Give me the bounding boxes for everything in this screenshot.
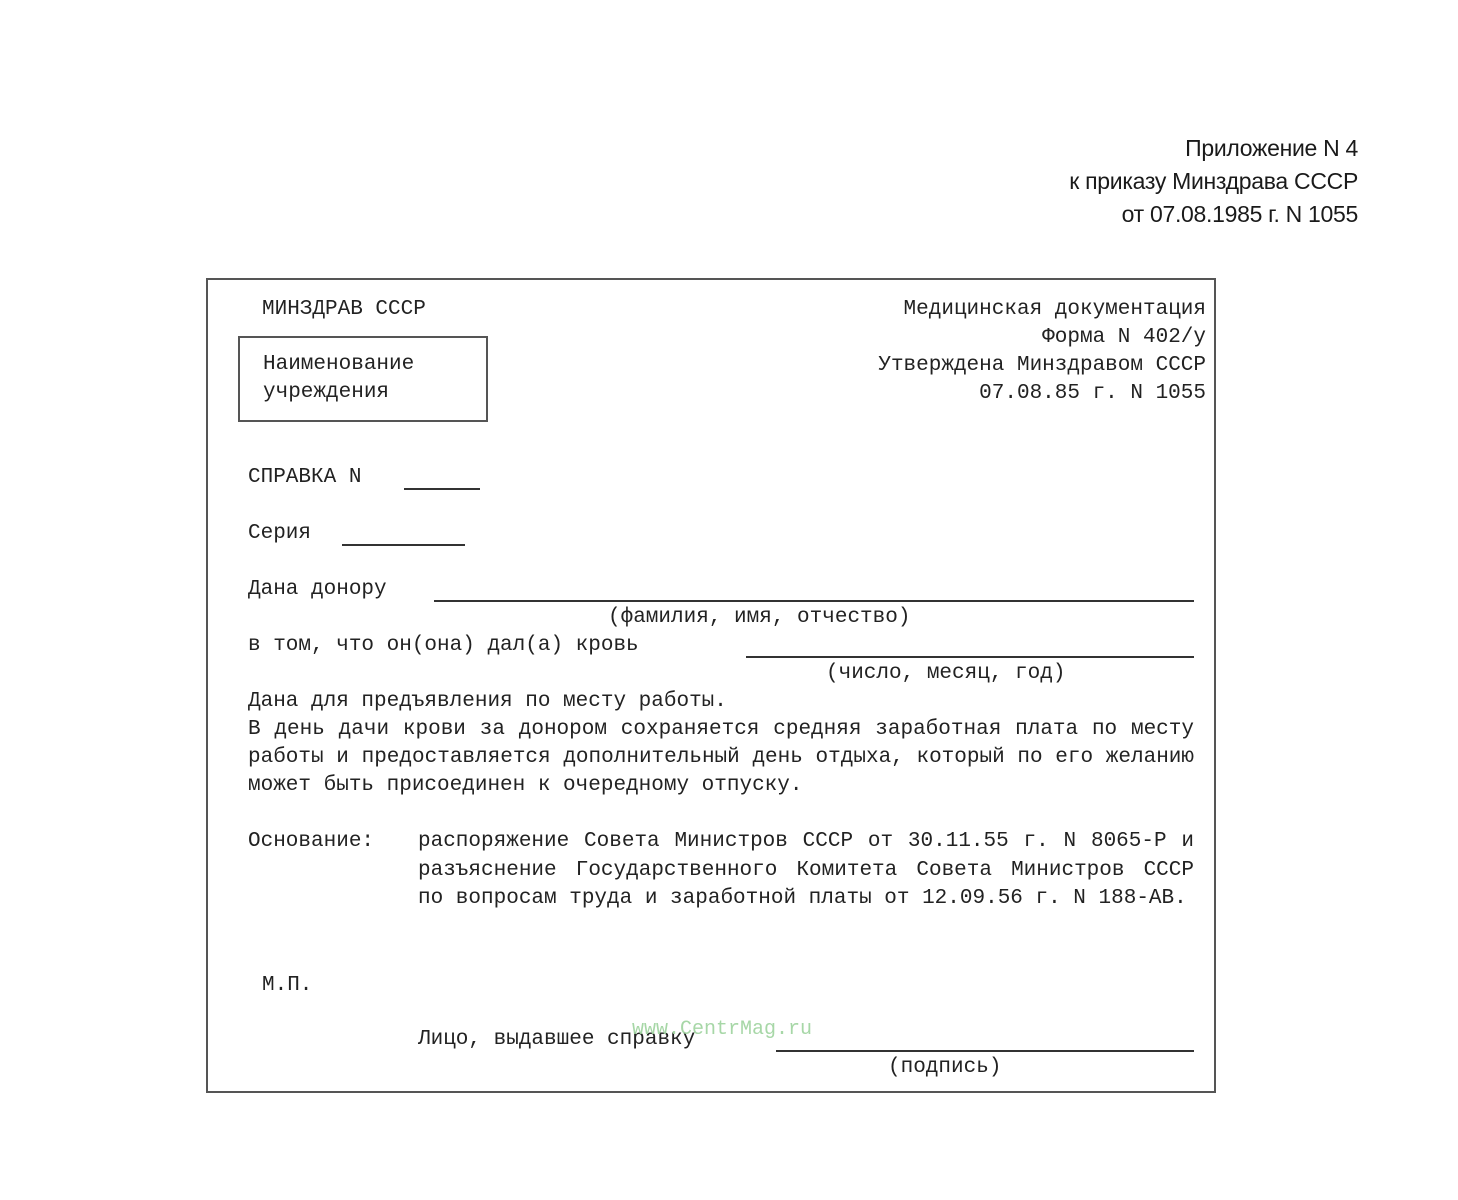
- certificate-number-field[interactable]: [404, 488, 480, 490]
- basis-label: Основание:: [248, 830, 375, 853]
- watermark: www.CentrMag.ru: [632, 1018, 813, 1041]
- appendix-line-2: к приказу Минздрава СССР: [1069, 168, 1358, 194]
- institution-box: [238, 336, 488, 422]
- certificate-body: [248, 688, 1194, 800]
- stamp-label: М.П.: [262, 974, 313, 997]
- meta-line-2: Форма N 402/у: [1042, 326, 1206, 349]
- certificate-form: [206, 278, 1216, 1093]
- basis-block: [248, 828, 1194, 914]
- form-meta: [878, 296, 1206, 408]
- issuer-label: Лицо, выдавшее справку: [418, 1028, 696, 1051]
- institution-line-2: учреждения: [263, 381, 390, 404]
- basis-text: распоряжение Совета Министров СССР от 30.11.55 г. N 8065-Р и разъяснение Государственного Комитета Совета Министров СССР по вопросам труда и заработной платы от 12.09.56 г. N 188-АВ.: [418, 830, 1194, 910]
- institution-line-1: Наименование: [263, 353, 415, 376]
- donor-name-field[interactable]: [434, 600, 1194, 602]
- certificate-number-label: СПРАВКА N: [248, 466, 362, 489]
- series-label: Серия: [248, 522, 312, 545]
- signature-caption: (подпись): [888, 1056, 1002, 1079]
- appendix-header: [1069, 132, 1358, 231]
- donor-label: Дана донору: [248, 578, 387, 601]
- signature-field[interactable]: [776, 1050, 1194, 1052]
- meta-line-4: 07.08.85 г. N 1055: [979, 382, 1206, 405]
- meta-line-1: Медицинская документация: [903, 298, 1206, 321]
- donor-name-caption: (фамилия, имя, отчество): [608, 606, 911, 629]
- ministry-label: МИНЗДРАВ СССР: [262, 298, 426, 321]
- appendix-line-3: от 07.08.1985 г. N 1055: [1121, 201, 1358, 227]
- series-field[interactable]: [342, 544, 465, 546]
- rights-text: В день дачи крови за донором сохраняется средняя заработная плата по месту работы и предоставляется дополнительный день отдыха, который по его желанию может быть присоединен к очередному отпуску.: [248, 718, 1194, 797]
- meta-line-3: Утверждена Минздравом СССР: [878, 354, 1206, 377]
- purpose-text: Дана для предъявления по месту работы.: [248, 690, 727, 713]
- donation-date-field[interactable]: [746, 656, 1194, 658]
- appendix-line-1: Приложение N 4: [1185, 135, 1358, 161]
- institution-label: [263, 351, 414, 407]
- blood-donation-label: в том, что он(она) дал(а) кровь: [248, 634, 639, 657]
- donation-date-caption: (число, месяц, год): [826, 662, 1066, 685]
